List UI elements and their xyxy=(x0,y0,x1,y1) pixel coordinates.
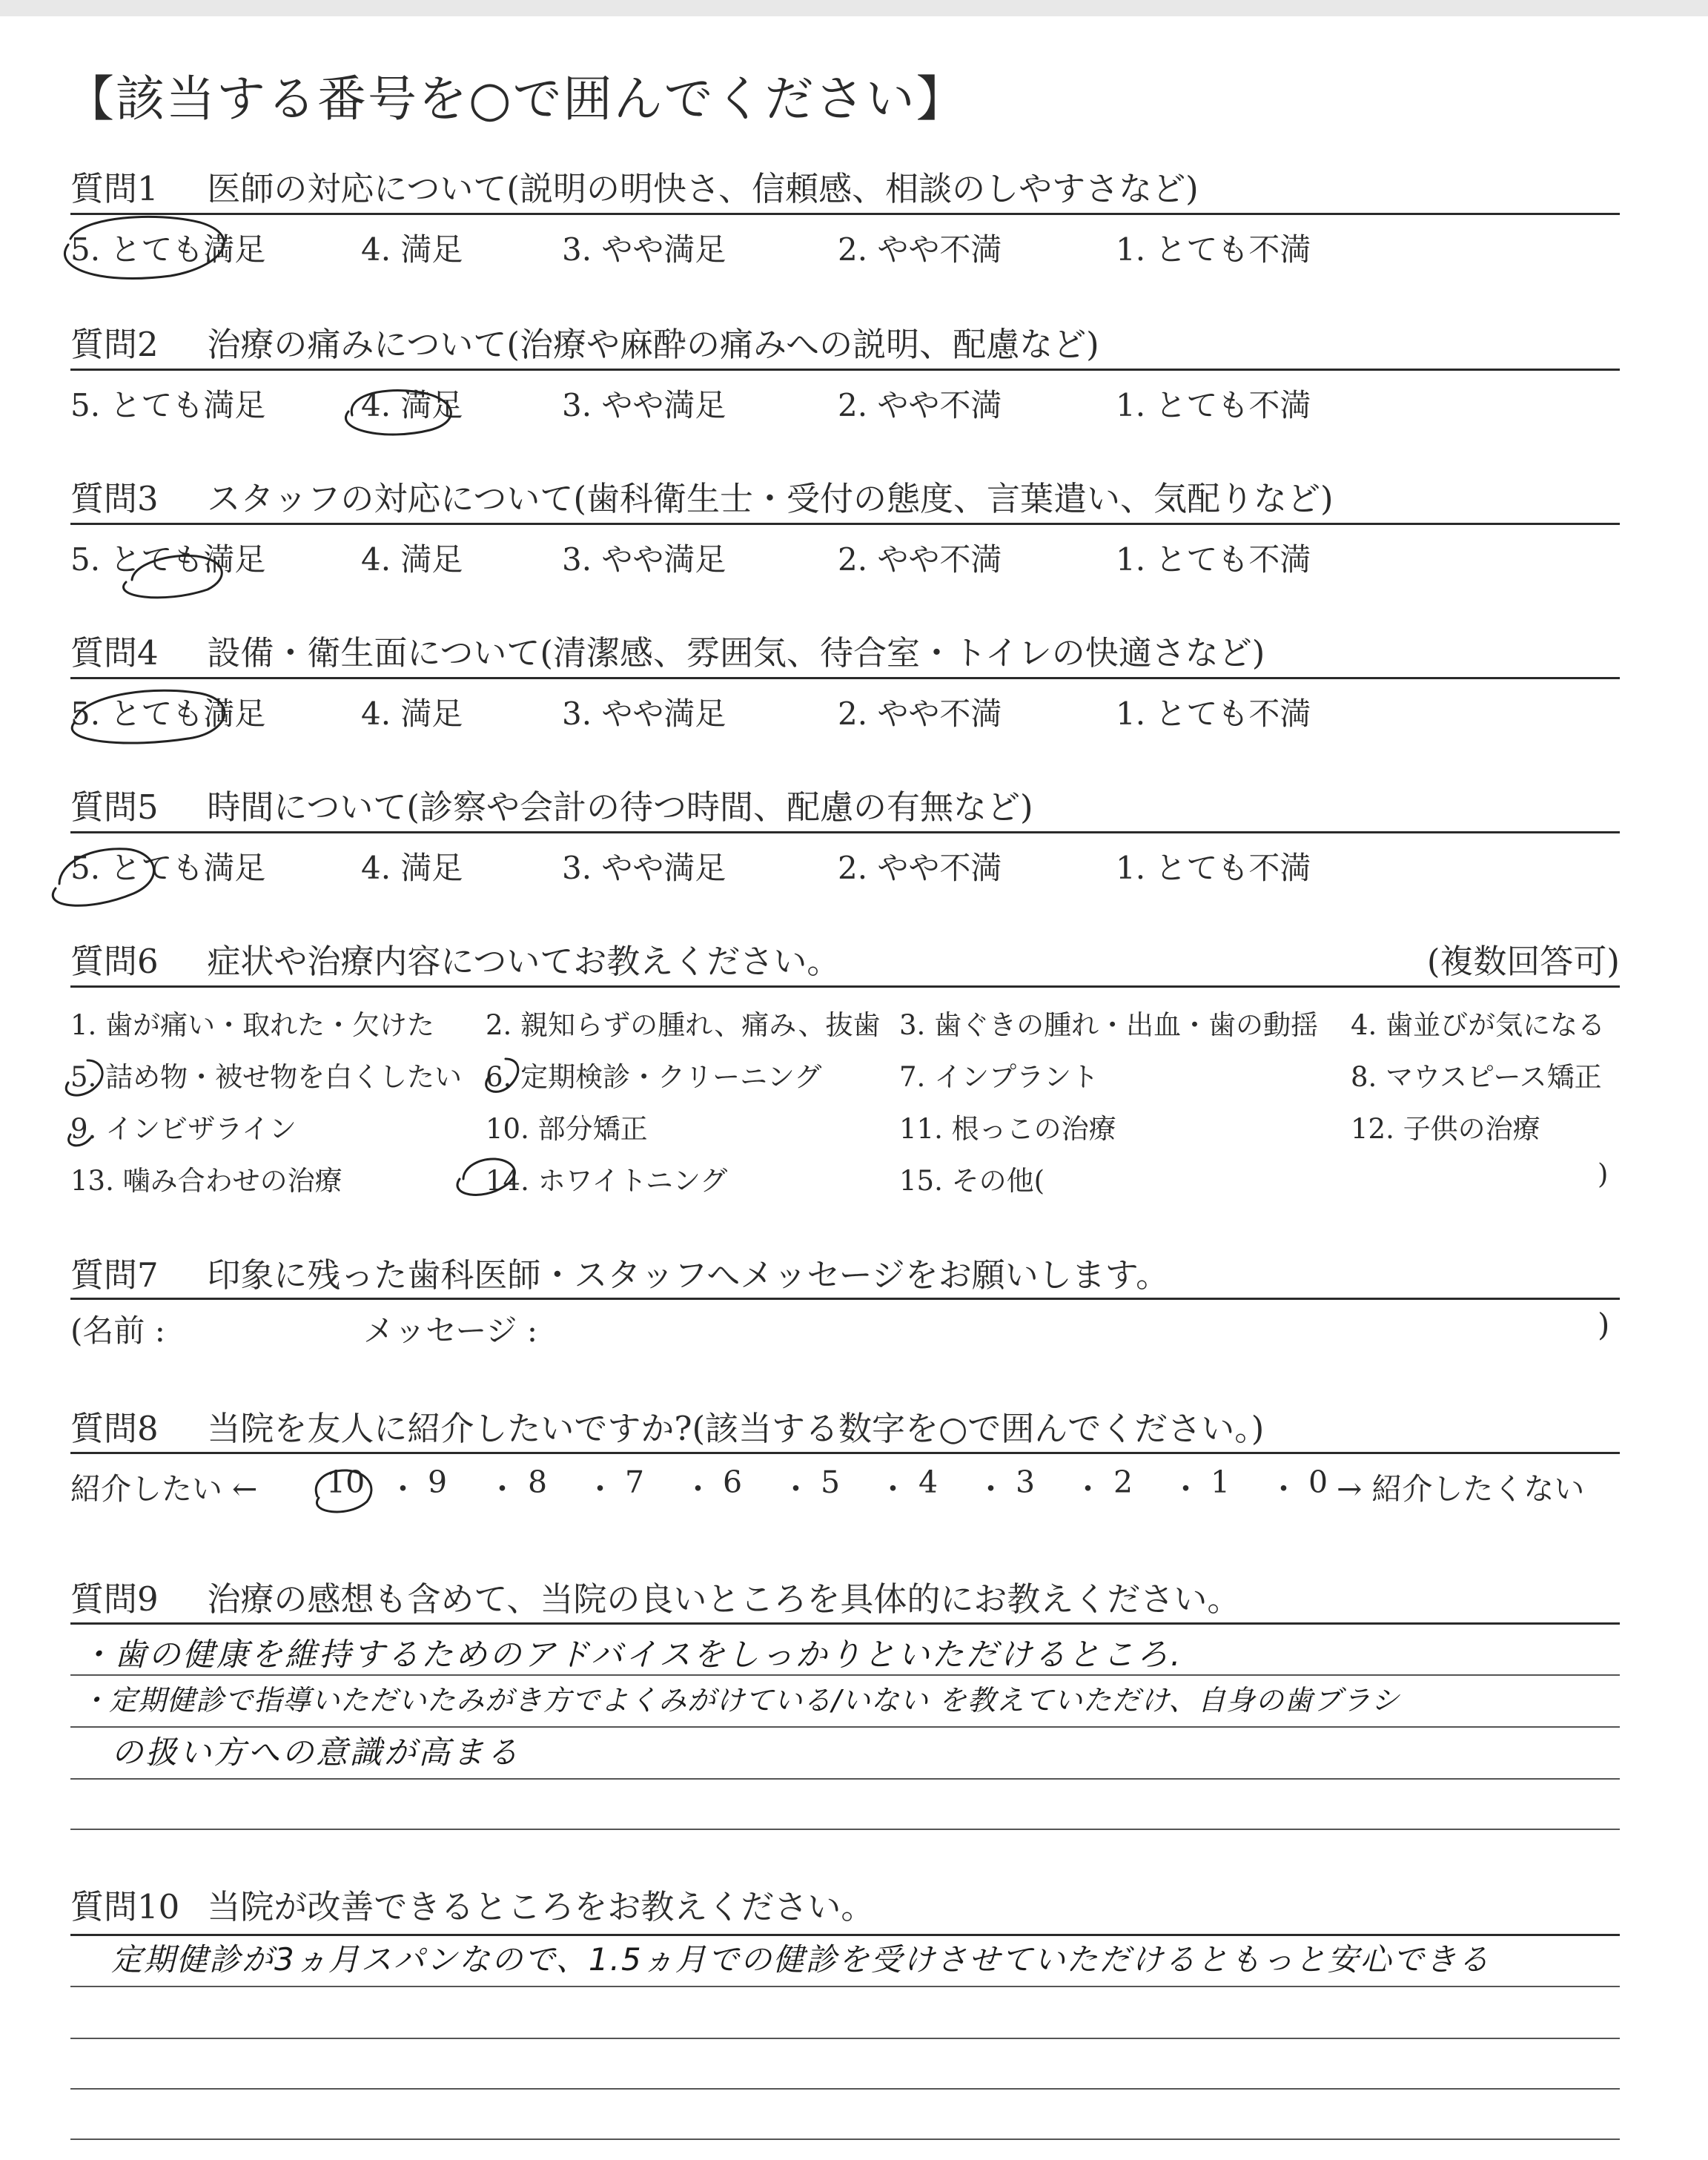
scale-dot: ・ xyxy=(1171,1471,1201,1507)
scale-6[interactable]: 6 xyxy=(723,1464,743,1500)
treatment-option-4[interactable]: 4. 歯並びが気になる xyxy=(1351,1009,1606,1041)
scale-dot: ・ xyxy=(878,1471,908,1507)
handwritten-answer-q9-line-3: の扱い方への意識が高まる xyxy=(111,1734,520,1771)
option-2[interactable]: 2. やや不満 xyxy=(838,850,1002,886)
question-2 xyxy=(70,317,1099,366)
option-5[interactable]: 5. とても満足 xyxy=(70,231,266,268)
question-number: 質問5 xyxy=(70,787,159,827)
option-1[interactable]: 1. とても不満 xyxy=(1116,541,1311,578)
recommend-scale xyxy=(70,1464,1620,1509)
scale-right-label: → 紹介したくない xyxy=(1337,1471,1585,1507)
question-rule xyxy=(70,369,1620,371)
question-text: 症状や治療内容についてお教えください。 xyxy=(207,942,841,981)
answer-line xyxy=(70,1778,1620,1780)
question-number: 質問9 xyxy=(70,1579,159,1619)
scale-9[interactable]: 9 xyxy=(428,1464,448,1500)
handwritten-answer-q9-line-1: ・歯の健康を維持するためのアドバイスをしっかりといただけるところ. xyxy=(80,1636,1183,1674)
page-title: 【該当する番号を○で囲んでください】 xyxy=(65,70,967,128)
option-3[interactable]: 3. やや満足 xyxy=(562,231,726,268)
question-rule xyxy=(70,677,1620,679)
question-3 xyxy=(70,472,1334,520)
question-text: 当院が改善できるところをお教えください。 xyxy=(207,1887,875,1926)
option-2[interactable]: 2. やや不満 xyxy=(838,387,1002,423)
scale-5[interactable]: 5 xyxy=(821,1464,841,1500)
scale-dot: ・ xyxy=(1073,1471,1103,1507)
scale-8[interactable]: 8 xyxy=(528,1464,548,1500)
option-1[interactable]: 1. とても不満 xyxy=(1116,850,1311,886)
question-text: 設備・衛生面について(清潔感、雰囲気、待合室・トイレの快適さなど) xyxy=(207,633,1265,673)
scale-4[interactable]: 4 xyxy=(918,1464,939,1500)
question-text: 治療の痛みについて(治療や麻酔の痛みへの説明、配慮など) xyxy=(207,325,1099,364)
question-text: 医師の対応について(説明の明快さ、信頼感、相談のしやすさなど) xyxy=(207,169,1199,208)
question-rule xyxy=(70,1452,1620,1454)
question-rule xyxy=(70,523,1620,525)
question-text: 当院を友人に紹介したいですか?(該当する数字を○で囲んでください。) xyxy=(207,1409,1265,1448)
option-3[interactable]: 3. やや満足 xyxy=(562,850,726,886)
option-4[interactable]: 4. 満足 xyxy=(361,850,463,886)
question-number: 質問7 xyxy=(70,1255,159,1295)
question-6 xyxy=(70,934,1620,982)
answer-line xyxy=(70,2138,1620,2140)
question-number: 質問6 xyxy=(70,942,159,981)
name-label: (名前 : xyxy=(70,1312,165,1349)
scale-dot: ・ xyxy=(388,1471,418,1507)
question-text: スタッフの対応について(歯科衛生士・受付の態度、言葉遣い、気配りなど) xyxy=(207,479,1334,518)
treatment-option-13[interactable]: 13. 噛み合わせの治療 xyxy=(70,1165,342,1197)
treatment-option-10[interactable]: 10. 部分矯正 xyxy=(486,1113,648,1145)
option-5[interactable]: 5. とても満足 xyxy=(70,850,266,886)
answer-line xyxy=(70,1829,1620,1830)
question-7 xyxy=(70,1248,1169,1296)
treatment-option-11[interactable]: 11. 根っこの治療 xyxy=(899,1113,1116,1145)
question-rule xyxy=(70,985,1620,988)
treatment-option-15[interactable]: 15. その他( xyxy=(899,1165,1045,1197)
treatment-option-8[interactable]: 8. マウスピース矯正 xyxy=(1351,1061,1602,1093)
option-4[interactable]: 4. 満足 xyxy=(361,541,463,578)
multiple-answer-note: (複数回答可) xyxy=(1426,942,1620,981)
option-3[interactable]: 3. やや満足 xyxy=(562,541,726,578)
treatment-option-6[interactable]: 6. 定期検診・クリーニング xyxy=(486,1061,822,1093)
option-4[interactable]: 4. 満足 xyxy=(361,696,463,732)
question-rule xyxy=(70,1298,1620,1300)
scale-dot: ・ xyxy=(585,1471,615,1507)
treatment-option-9[interactable]: 9. インビザライン xyxy=(70,1113,297,1145)
option-3[interactable]: 3. やや満足 xyxy=(562,696,726,732)
treatment-option-3[interactable]: 3. 歯ぐきの腫れ・出血・歯の動揺 xyxy=(899,1009,1319,1041)
option-2[interactable]: 2. やや不満 xyxy=(838,696,1002,732)
handwritten-answer-q10-line-1: 定期健診が3ヵ月スパンなので、1.5ヵ月での健診を受けさせていただけるともっと安心できる xyxy=(111,1941,1491,1978)
option-4[interactable]: 4. 満足 xyxy=(361,231,463,268)
treatment-option-1[interactable]: 1. 歯が痛い・取れた・欠けた xyxy=(70,1009,435,1041)
question-number: 質問3 xyxy=(70,479,159,518)
option-5[interactable]: 5. とても満足 xyxy=(70,541,266,578)
scale-left-label: 紹介したい ← xyxy=(70,1471,258,1507)
answer-line xyxy=(70,2038,1620,2039)
scale-dot: ・ xyxy=(976,1471,1006,1507)
treatment-option-7[interactable]: 7. インプラント xyxy=(899,1061,1099,1093)
scale-dot: ・ xyxy=(683,1471,713,1507)
question-9 xyxy=(70,1572,1240,1620)
treatment-option-2[interactable]: 2. 親知らずの腫れ、痛み、抜歯 xyxy=(486,1009,881,1041)
treatment-option-5[interactable]: 5. 詰め物・被せ物を白くしたい xyxy=(70,1061,463,1093)
message-label: メッセージ : xyxy=(363,1312,537,1349)
treatment-option-14[interactable]: 14. ホワイトニング xyxy=(486,1165,728,1197)
message-close-paren: ) xyxy=(1598,1307,1610,1343)
scale-7[interactable]: 7 xyxy=(625,1464,645,1500)
handwritten-answer-q9-line-2: ・定期健診で指導いただいたみがき方でよくみがけている/いない を教えていただけ、自身の歯ブラシ xyxy=(80,1684,1400,1717)
question-number: 質問4 xyxy=(70,633,159,673)
question-number: 質問2 xyxy=(70,325,159,364)
scale-2[interactable]: 2 xyxy=(1113,1464,1133,1500)
scale-dot: ・ xyxy=(487,1471,517,1507)
question-text: 印象に残った歯科医師・スタッフへメッセージをお願いします。 xyxy=(207,1255,1170,1295)
option-2[interactable]: 2. やや不満 xyxy=(838,231,1002,268)
scale-1[interactable]: 1 xyxy=(1211,1464,1231,1500)
question-1 xyxy=(70,162,1199,210)
question-text: 時間について(診察や会計の待つ時間、配慮の有無など) xyxy=(207,787,1033,827)
scale-10[interactable]: 10 xyxy=(326,1464,365,1500)
scale-3[interactable]: 3 xyxy=(1016,1464,1036,1500)
option-1[interactable]: 1. とても不満 xyxy=(1116,696,1311,732)
question-number: 質問10 xyxy=(70,1887,180,1926)
option-5[interactable]: 5. とても満足 xyxy=(70,696,266,732)
option-1[interactable]: 1. とても不満 xyxy=(1116,231,1311,268)
question-5 xyxy=(70,780,1033,828)
question-rule xyxy=(70,831,1620,833)
answer-line xyxy=(70,2088,1620,2090)
question-number: 質問8 xyxy=(70,1409,159,1448)
other-close-paren: ) xyxy=(1598,1158,1609,1190)
question-rule xyxy=(70,1622,1620,1625)
option-1[interactable]: 1. とても不満 xyxy=(1116,387,1311,423)
scale-0[interactable]: 0 xyxy=(1308,1464,1328,1500)
question-number: 質問1 xyxy=(70,169,159,208)
option-5[interactable]: 5. とても満足 xyxy=(70,387,266,423)
answer-line xyxy=(70,1986,1620,1987)
question-10 xyxy=(70,1880,874,1928)
question-text: 治療の感想も含めて、当院の良いところを具体的にお教えください。 xyxy=(207,1579,1241,1619)
scale-dot: ・ xyxy=(1268,1471,1299,1507)
option-2[interactable]: 2. やや不満 xyxy=(838,541,1002,578)
question-8 xyxy=(70,1401,1264,1450)
option-3[interactable]: 3. やや満足 xyxy=(562,387,726,423)
question-rule xyxy=(70,213,1620,215)
treatment-option-12[interactable]: 12. 子供の治療 xyxy=(1351,1113,1540,1145)
question-4 xyxy=(70,626,1265,674)
scale-dot: ・ xyxy=(781,1471,811,1507)
option-4[interactable]: 4. 満足 xyxy=(361,387,463,423)
